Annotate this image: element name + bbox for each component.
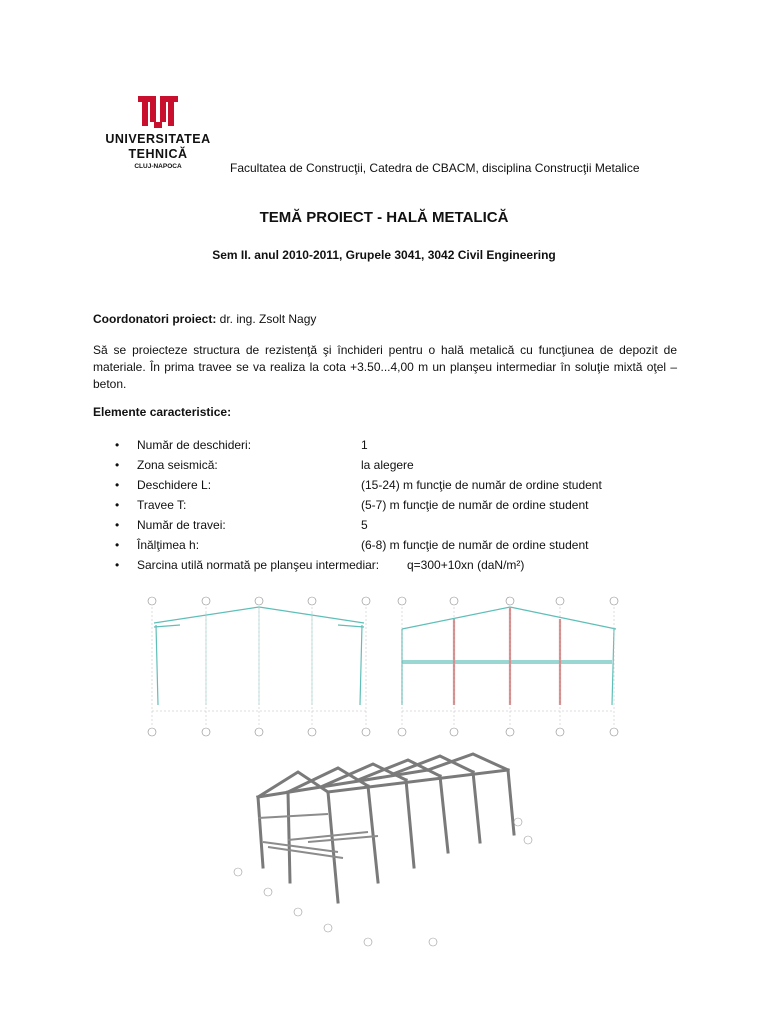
list-item	[115, 458, 675, 478]
elements-list	[115, 438, 675, 578]
intro-paragraph: Să se proiecteze structura de rezistenţă şi închideri pentru o hală metalică cu funcţiunea de depozit de materiale. În prima travee se va realiza la cota +3.50...4,00 m un planşeu intermediar în soluţie mixtă oţel –beton.	[93, 343, 677, 391]
element-value: (5-7) m funcţie de număr de ordine student	[361, 498, 589, 512]
list-item	[115, 558, 675, 578]
bullet: •	[115, 518, 120, 532]
element-label: Sarcina utilă normată pe planşeu intermediar:	[137, 558, 380, 572]
list-item	[115, 498, 675, 518]
university-name-line1: UNIVERSITATEA	[105, 132, 211, 146]
list-item	[115, 538, 675, 558]
element-label: Travee T:	[137, 498, 187, 512]
faculty-line: Facultatea de Construcţii, Catedra de CBACM, disciplina Construcţii Metalice	[230, 161, 640, 175]
element-label: Număr de travei:	[137, 518, 226, 532]
coordinator-value: dr. ing. Zsolt Nagy	[216, 312, 317, 326]
element-value: la alegere	[361, 458, 414, 472]
element-value: 1	[361, 438, 368, 452]
bullet: •	[115, 538, 120, 552]
element-label: Număr de deschideri:	[137, 438, 252, 452]
bullet: •	[115, 558, 120, 572]
element-value: (15-24) m funcţie de număr de ordine student	[361, 478, 602, 492]
bullet: •	[115, 498, 120, 512]
coordinator-line	[93, 312, 316, 326]
frame-elevation-drawing	[140, 593, 378, 743]
university-emblem-icon	[100, 96, 216, 130]
element-label: Înălţimea h:	[137, 538, 200, 552]
structure-3d-model-drawing	[228, 752, 548, 954]
list-item	[115, 518, 675, 538]
university-name-line3: CLUJ-NAPOCA	[134, 163, 182, 170]
element-value: q=300+10xn (daN/m²)	[407, 558, 525, 572]
bullet: •	[115, 458, 120, 472]
list-item	[115, 438, 675, 458]
bullet: •	[115, 478, 120, 492]
element-label: Zona seismică:	[137, 458, 218, 472]
elements-heading: Elemente caracteristice:	[93, 405, 232, 419]
university-name-line2: TEHNICĂ	[128, 147, 188, 161]
page-subtitle: Sem II. anul 2010-2011, Grupele 3041, 3042 Civil Engineering	[212, 248, 556, 262]
element-value: 5	[361, 518, 368, 532]
page-title: TEMĂ PROIECT - HALĂ METALICĂ	[259, 209, 509, 226]
coordinator-label: Coordonatori proiect:	[93, 312, 217, 326]
bullet: •	[115, 438, 120, 452]
list-item	[115, 478, 675, 498]
element-label: Deschidere L:	[137, 478, 212, 492]
university-logo	[100, 96, 216, 176]
longitudinal-elevation-drawing	[392, 593, 628, 743]
element-value: (6-8) m funcţie de număr de ordine student	[361, 538, 589, 552]
